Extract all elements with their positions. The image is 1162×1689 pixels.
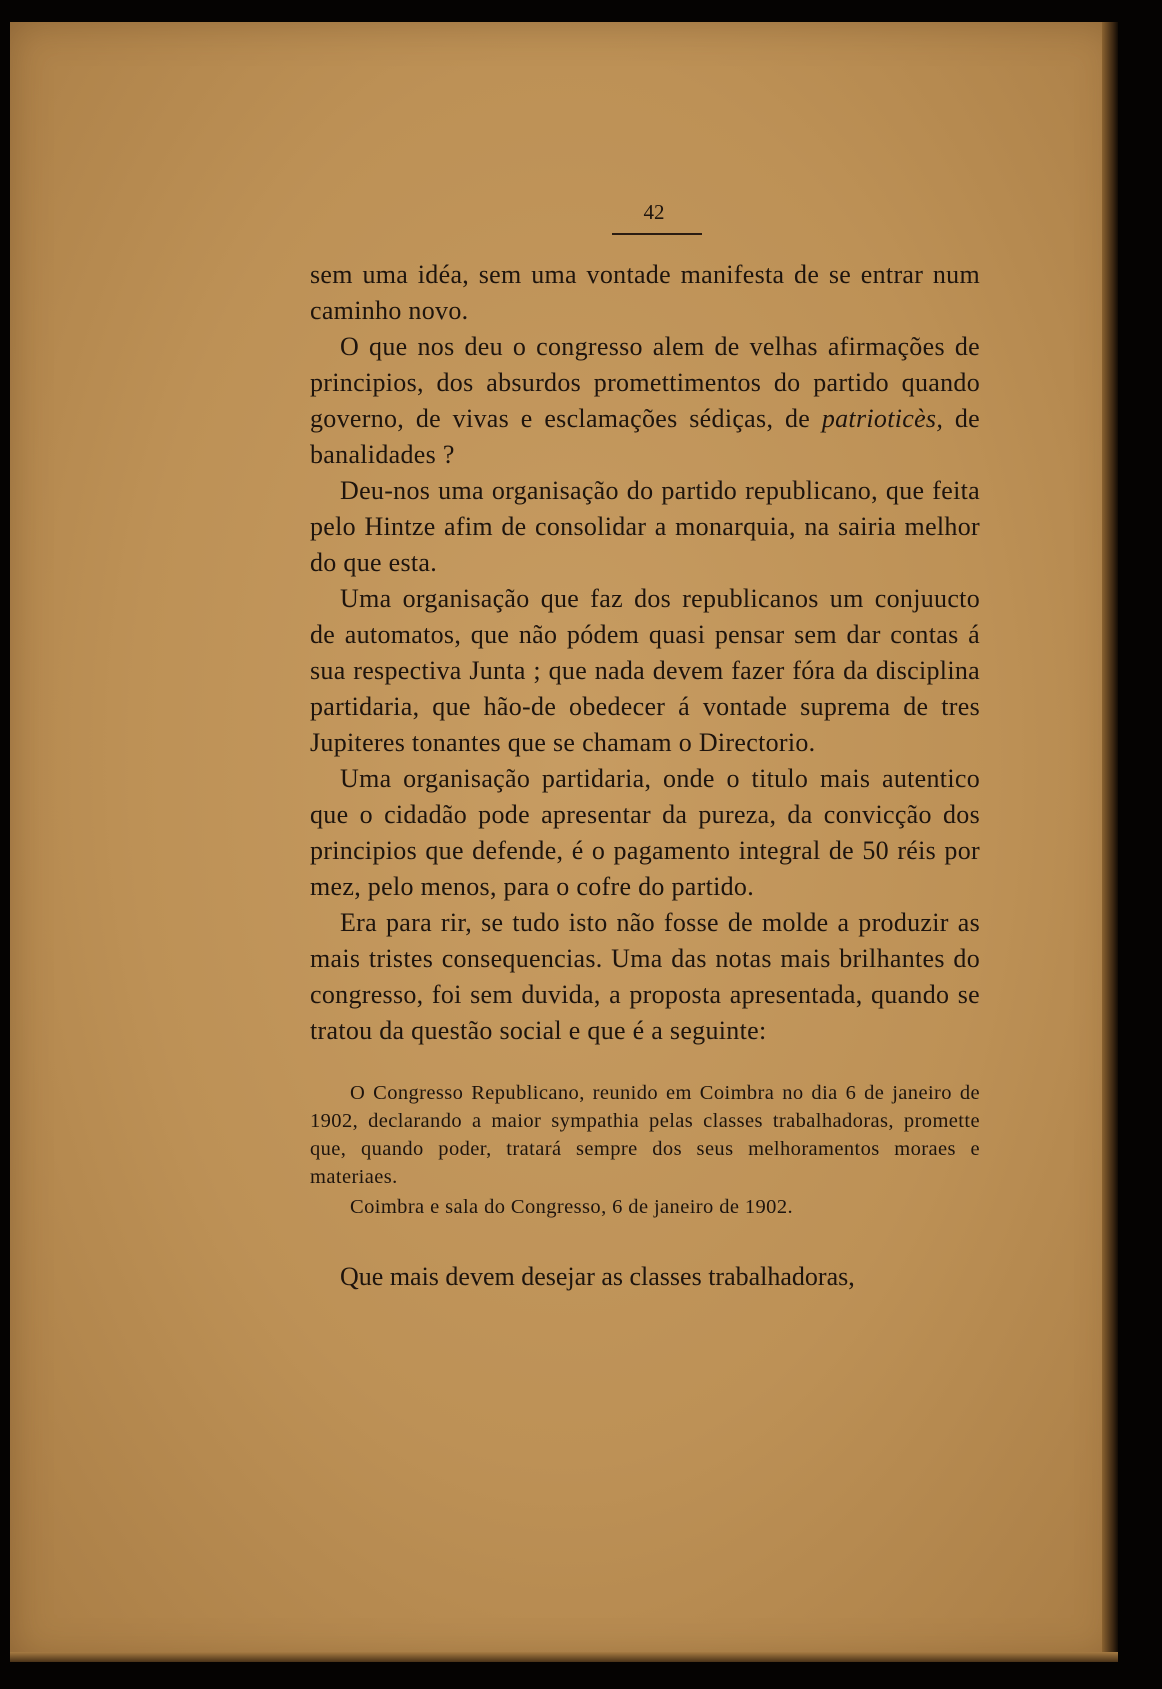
quote-date-line: Coimbra e sala do Congresso, 6 de janeiro de 1902.	[350, 1196, 794, 1218]
header-rule	[612, 233, 702, 235]
paragraph-2-text: O que nos deu o congresso alem de velhas afirmações de principios, dos absurdos promettimentos do partido quando governo, de vivas e esclamações sédiças, de	[310, 332, 980, 433]
paragraph-5: Uma organisação partidaria, onde o titulo mais autentico que o cidadão pode apresentar da pureza, da convicção dos principios que defende, é o pagamento integral de 50 réis por mez, pelo menos, para o cofre do partido.	[310, 764, 980, 901]
paragraph-4: Uma organisação que faz dos republicanos um conjuucto de automatos, que não pódem quasi pensar sem dar contas á sua respectiva Junta ; que nada devem fazer fóra da disciplina partidaria, que hão-de obedecer á vontade suprema de tres Jupiteres tonantes que se chamam o Directorio.	[310, 584, 980, 757]
page-bottom-edge	[10, 1652, 1118, 1662]
paragraph-2-italic: patrioticès,	[821, 404, 944, 433]
page-text-block	[310, 200, 980, 1321]
paragraph-3: Deu-nos uma organisação do partido republicano, que feita pelo Hintze afim de consolidar a monarquia, na sairia melhor do que esta.	[310, 476, 980, 577]
page-edge-shadow	[1102, 22, 1118, 1662]
paragraph-6: Era para rir, se tudo isto não fosse de molde a produzir as mais tristes consequencias. Uma das notas mais brilhantes do congresso, foi sem duvida, a proposta apresentada, quando se tratou da questão social e que é a seguinte:	[310, 908, 980, 1045]
paragraph-2-text-after: de banalidades ?	[310, 404, 980, 469]
final-line: Que mais devem desejar as classes trabalhadoras,	[340, 1262, 855, 1291]
paragraph-1: sem uma idéa, sem uma vontade manifesta de se entrar num caminho novo.	[310, 260, 980, 325]
page-number: 42	[643, 200, 665, 224]
paragraph-2	[310, 329, 980, 473]
block-quote	[310, 1079, 980, 1221]
quote-body: O Congresso Republicano, reunido em Coimbra no dia 6 de janeiro de 1902, declarando a maior sympathia pelas classes trabalhadoras, promette que, quando poder, tratará sempre dos seus melhoramentos moraes e materiaes.	[310, 1082, 980, 1188]
